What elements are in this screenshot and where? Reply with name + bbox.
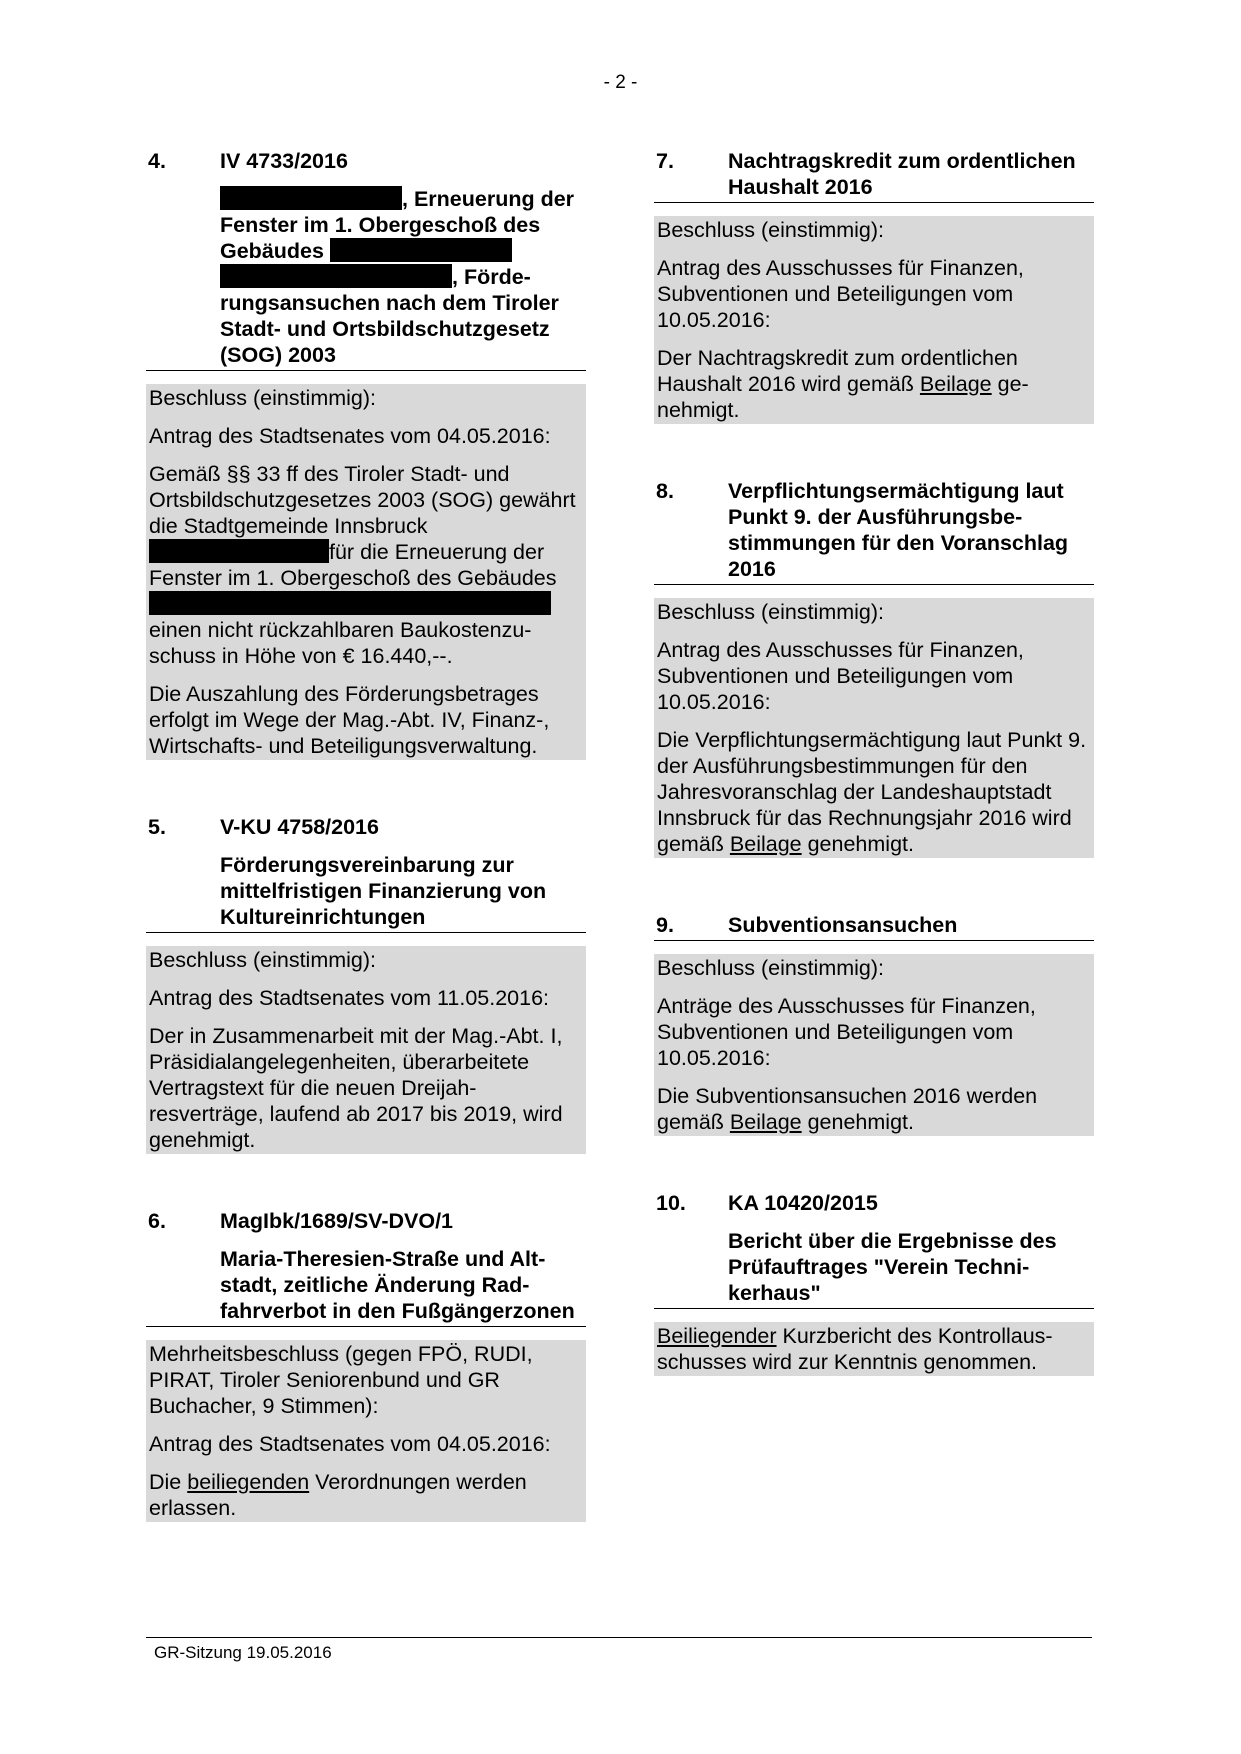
divider — [146, 932, 586, 933]
agenda-item-10 — [654, 1190, 1094, 1376]
left-column — [146, 148, 586, 1522]
body-text: Die Auszahlung des Förderungsbetrages erfolgt im Wege der Mag.-Abt. IV, Finanz-, Wirtschafts- und Beteiligungsverwaltung. — [149, 682, 550, 758]
item-heading — [146, 148, 586, 368]
item-number: 10. — [656, 1191, 686, 1215]
divider — [654, 940, 1094, 941]
divider — [146, 370, 586, 371]
item-heading — [146, 814, 586, 930]
item-heading — [654, 1190, 1094, 1306]
item-heading — [654, 912, 1094, 938]
resolution-box — [146, 1340, 586, 1522]
item-title: Nachtragskredit zum ordentlichen Haushalt 2016 — [728, 149, 1076, 199]
motion-text: Anträge des Ausschusses für Finanzen, Subventionen und Beteiligungen vom 10.05.2016: — [657, 994, 1036, 1070]
footer-divider — [146, 1637, 1092, 1638]
item-title: Verpflichtungsermächtigung laut Punkt 9. der Ausführungsbestimmungen für den Voranschlag 2016 — [728, 479, 1069, 581]
footer-text: GR-Sitzung 19.05.2016 — [154, 1643, 332, 1662]
item-subject: Förderungsvereinbarung zur mittelfristigen Finanzierung von Kultureinrichtungen — [220, 853, 547, 929]
item-subject: , Erneuerung der Fenster im 1. Obergeschoß des Gebäudes , Förderungsansuchen nach dem Tiroler Stadt- und Ortsbildschutzgesetz (SOG) 2003 — [220, 187, 575, 367]
motion-text: Antrag des Stadtsenates vom 04.05.2016: — [149, 1432, 551, 1456]
divider — [654, 1308, 1094, 1309]
resolution-box — [654, 598, 1094, 858]
motion-text: Antrag des Stadtsenates vom 11.05.2016: — [149, 986, 550, 1010]
attachment-link[interactable]: Beilage — [729, 1110, 802, 1134]
body-text: Gemäß §§ 33 ff des Tiroler Stadt- und Ortsbildschutzgesetzes 2003 (SOG) gewährt die Stadtgemeinde Innsbruck für die Erneuerung der Fenster im 1. Obergeschoß des Gebäudes einen nicht rückzahlbaren Baukostenzuschuss in Höhe von € 16.440,--. — [149, 462, 576, 668]
redaction-bar — [220, 264, 452, 288]
item-title: IV 4733/2016 — [220, 149, 348, 173]
motion-text: Antrag des Stadtsenates vom 04.05.2016: — [149, 424, 551, 448]
item-subject: Maria-Theresien-Straße und Altstadt, zeitliche Änderung Radfahrverbot in den Fußgängerzonen — [220, 1247, 575, 1323]
item-number: 6. — [148, 1209, 166, 1233]
resolution-box — [654, 216, 1094, 424]
item-subject: Bericht über die Ergebnisse des Prüfauftrages "Verein Technikerhaus" — [728, 1229, 1057, 1305]
item-heading — [146, 1208, 586, 1324]
item-title: MagIbk/1689/SV-DVO/1 — [220, 1209, 454, 1233]
resolution-box — [146, 384, 586, 760]
divider — [654, 202, 1094, 203]
agenda-item-5 — [146, 814, 586, 1154]
motion-text: Antrag des Ausschusses für Finanzen, Subventionen und Beteiligungen vom 10.05.2016: — [657, 256, 1024, 332]
item-title: Subventionsansuchen — [728, 913, 958, 937]
item-number: 5. — [148, 815, 166, 839]
decision-text: Beschluss (einstimmig): — [149, 386, 376, 410]
item-heading — [654, 478, 1094, 582]
redaction-bar — [220, 186, 402, 210]
decision-text: Mehrheitsbeschluss (gegen FPÖ, RUDI, PIRAT, Tiroler Seniorenbund und GR Buchacher, 9 Stimmen): — [149, 1342, 533, 1418]
decision-text: Beschluss (einstimmig): — [657, 956, 884, 980]
decision-text: Beschluss (einstimmig): — [657, 600, 884, 624]
redaction-bar — [330, 238, 512, 262]
redaction-bar — [149, 591, 551, 615]
attachment-link[interactable]: beiliegenden — [187, 1470, 310, 1494]
item-number: 8. — [656, 479, 674, 503]
resolution-box — [146, 946, 586, 1154]
item-title: V-KU 4758/2016 — [220, 815, 379, 839]
body-text: Die beiliegenden Verordnungen werden erlassen. — [149, 1470, 527, 1520]
item-title: KA 10420/2015 — [728, 1191, 878, 1215]
body-text: Der in Zusammenarbeit mit der Mag.-Abt. I, Präsidialangelegenheiten, überarbeitete Vertragstext für die neuen Dreijahresverträge, laufend ab 2017 bis 2019, wird genehmigt. — [149, 1024, 563, 1152]
body-text: Beiliegender Kurzbericht des Kontrollausschusses wird zur Kenntnis genommen. — [657, 1324, 1053, 1374]
decision-text: Beschluss (einstimmig): — [149, 948, 376, 972]
body-text: Die Verpflichtungsermächtigung laut Punkt 9. der Ausführungsbestimmungen für den Jahresvoranschlag der Landeshauptstadt Innsbruck für das Rechnungsjahr 2016 wird gemäß Beilage genehmigt. — [657, 728, 1087, 856]
page-number: - 2 - — [603, 72, 638, 93]
right-column — [654, 148, 1094, 1376]
item-number: 9. — [656, 913, 674, 937]
body-text: Der Nachtragskredit zum ordentlichen Haushalt 2016 wird gemäß Beilage genehmigt. — [657, 346, 1029, 422]
resolution-box — [654, 954, 1094, 1136]
agenda-item-4 — [146, 148, 586, 760]
attachment-link[interactable]: Beiliegender — [657, 1324, 777, 1348]
agenda-item-6 — [146, 1208, 586, 1522]
redaction-bar — [149, 539, 329, 563]
divider — [146, 1326, 586, 1327]
attachment-link[interactable]: Beilage — [919, 372, 992, 396]
agenda-item-7 — [654, 148, 1094, 424]
item-number: 4. — [148, 149, 166, 173]
attachment-link[interactable]: Beilage — [729, 832, 802, 856]
item-heading — [654, 148, 1094, 200]
agenda-item-8 — [654, 478, 1094, 858]
decision-text: Beschluss (einstimmig): — [657, 218, 884, 242]
agenda-item-9 — [654, 912, 1094, 1136]
item-number: 7. — [656, 149, 674, 173]
divider — [654, 584, 1094, 585]
resolution-box — [654, 1322, 1094, 1376]
body-text: Die Subventionsansuchen 2016 werden gemäß Beilage genehmigt. — [657, 1084, 1038, 1134]
motion-text: Antrag des Ausschusses für Finanzen, Subventionen und Beteiligungen vom 10.05.2016: — [657, 638, 1024, 714]
